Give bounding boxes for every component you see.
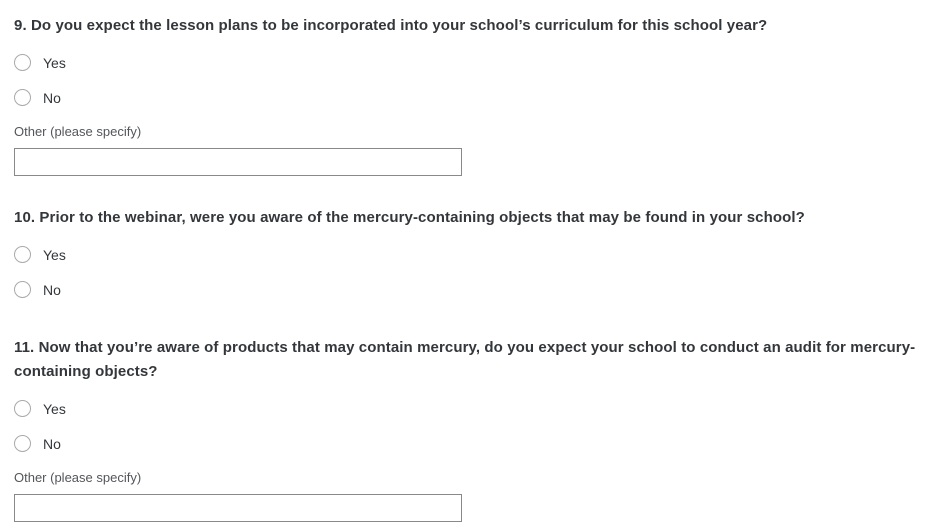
question-10-title: 10. Prior to the webinar, were you aware of the mercury-containing objects that may be found in your school? [14, 209, 805, 226]
q9-option-no-label: No [43, 89, 61, 106]
radio-unchecked-icon[interactable] [14, 435, 31, 452]
q11-other-label: Other (please specify) [14, 470, 142, 485]
q11-option-no[interactable] [14, 435, 918, 452]
q9-option-no[interactable] [14, 89, 918, 106]
radio-unchecked-icon[interactable] [14, 281, 31, 298]
q9-other-section [14, 124, 918, 176]
question-9 [14, 0, 918, 176]
question-11 [14, 316, 918, 522]
radio-unchecked-icon[interactable] [14, 54, 31, 71]
q11-option-yes-label: Yes [43, 400, 66, 417]
radio-unchecked-icon[interactable] [14, 400, 31, 417]
q11-option-yes[interactable] [14, 400, 918, 417]
question-11-title: 11. Now that you’re aware of products that may contain mercury, do you expect your school to conduct an audit for mercury-containing objects? [14, 339, 916, 380]
question-10 [14, 176, 918, 298]
q10-option-no-label: No [43, 281, 61, 298]
q11-other-input[interactable] [14, 494, 462, 522]
radio-unchecked-icon[interactable] [14, 246, 31, 263]
q9-other-label: Other (please specify) [14, 124, 142, 139]
q10-option-yes[interactable] [14, 246, 918, 263]
q9-other-input[interactable] [14, 148, 462, 176]
question-9-title: 9. Do you expect the lesson plans to be incorporated into your school’s curriculum for this school year? [14, 17, 768, 34]
question-10-options [14, 246, 918, 298]
q10-option-no[interactable] [14, 281, 918, 298]
q9-option-yes-label: Yes [43, 54, 66, 71]
question-9-options [14, 54, 918, 106]
q11-other-section [14, 470, 918, 522]
q9-option-yes[interactable] [14, 54, 918, 71]
question-11-options [14, 400, 918, 452]
q10-option-yes-label: Yes [43, 246, 66, 263]
q11-option-no-label: No [43, 435, 61, 452]
radio-unchecked-icon[interactable] [14, 89, 31, 106]
